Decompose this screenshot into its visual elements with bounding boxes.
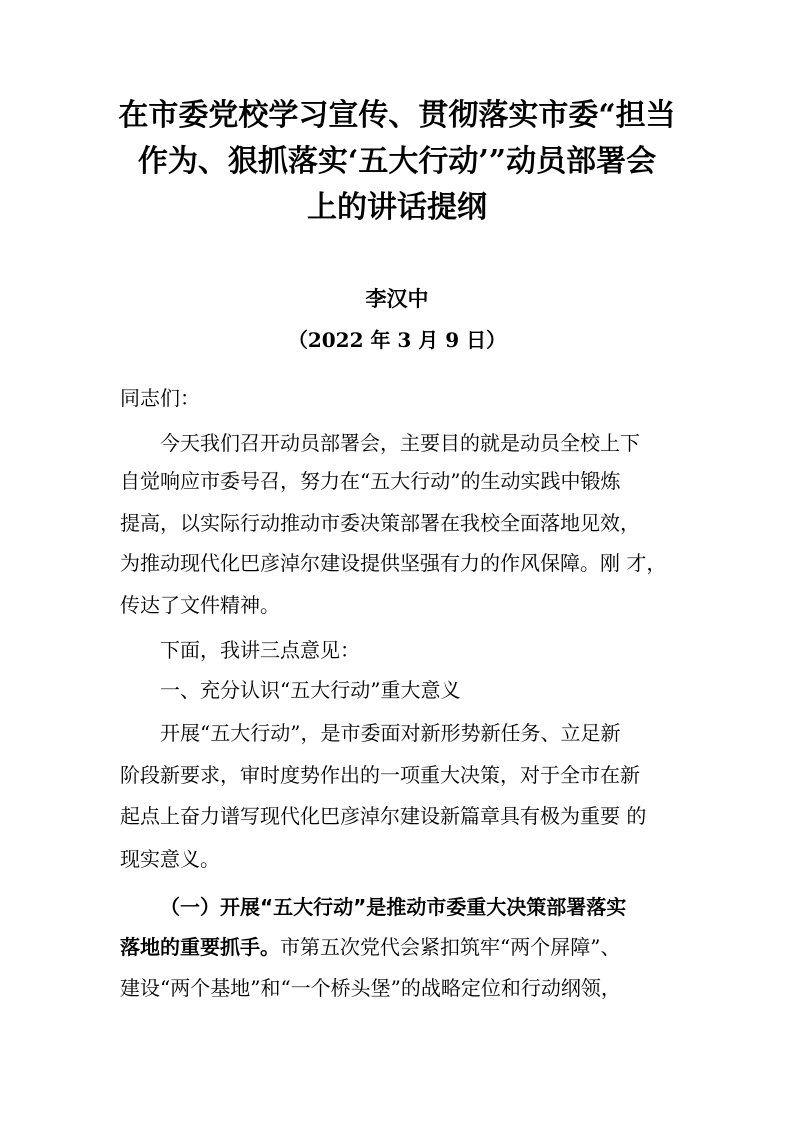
section-heading: 一、充分认识“五大行动”重大意义 xyxy=(160,678,461,702)
title-line: 作为、狠抓落实‘五大行动’”动员部署会 xyxy=(137,144,657,179)
title-line: 上的讲话提纲 xyxy=(307,190,487,225)
paragraph-line: 阶段新要求，审时度势作出的一项重大决策，对于全市在新 xyxy=(120,763,640,787)
paragraph-line: 传达了文件精神。 xyxy=(120,593,280,617)
title-line: 在市委党校学习宣传、贯彻落实市委“担当 xyxy=(118,98,676,133)
paragraph-line: 为推动现代化巴彦淖尔建设提供坚强有力的作风保障。刚 才， xyxy=(120,551,667,575)
subsection-heading-tail: 落地的重要抓手。 xyxy=(120,935,280,959)
document-title xyxy=(100,93,694,231)
paragraph-line: 开展“五大行动”，是市委面对新形势新任务、立足新 xyxy=(160,721,621,745)
paragraph-line: 提高，以实际行动推动市委决策部署在我校全面落地见效， xyxy=(120,511,640,535)
subsection-heading: （一）开展“五大行动”是推动市委重大决策部署落实 xyxy=(160,895,627,919)
paragraph-line: 建设“两个基地”和“一个桥头堡”的战略定位和行动纲领， xyxy=(120,976,621,1000)
paragraph-line: 起点上奋力谱写现代化巴彦淖尔建设新篇章具有极为重要 的 xyxy=(120,804,647,828)
paragraph-line: 现实意义。 xyxy=(120,847,220,871)
speech-date: （2022 年 3 月 9 日） xyxy=(287,328,507,352)
author-name: 李汉中 xyxy=(365,287,429,311)
paragraph-line: 今天我们召开动员部署会，主要目的就是动员全校上下 xyxy=(160,431,640,455)
paragraph-text: 市第五次党代会紧扣筑牢“两个屏障”、 xyxy=(280,935,621,959)
paragraph-line xyxy=(120,933,695,961)
paragraph-line: 自觉响应市委号召，努力在“五大行动”的生动实践中锻炼 xyxy=(120,469,621,493)
salutation: 同志们： xyxy=(120,386,200,410)
paragraph-line: 下面，我讲三点意见： xyxy=(160,638,360,662)
